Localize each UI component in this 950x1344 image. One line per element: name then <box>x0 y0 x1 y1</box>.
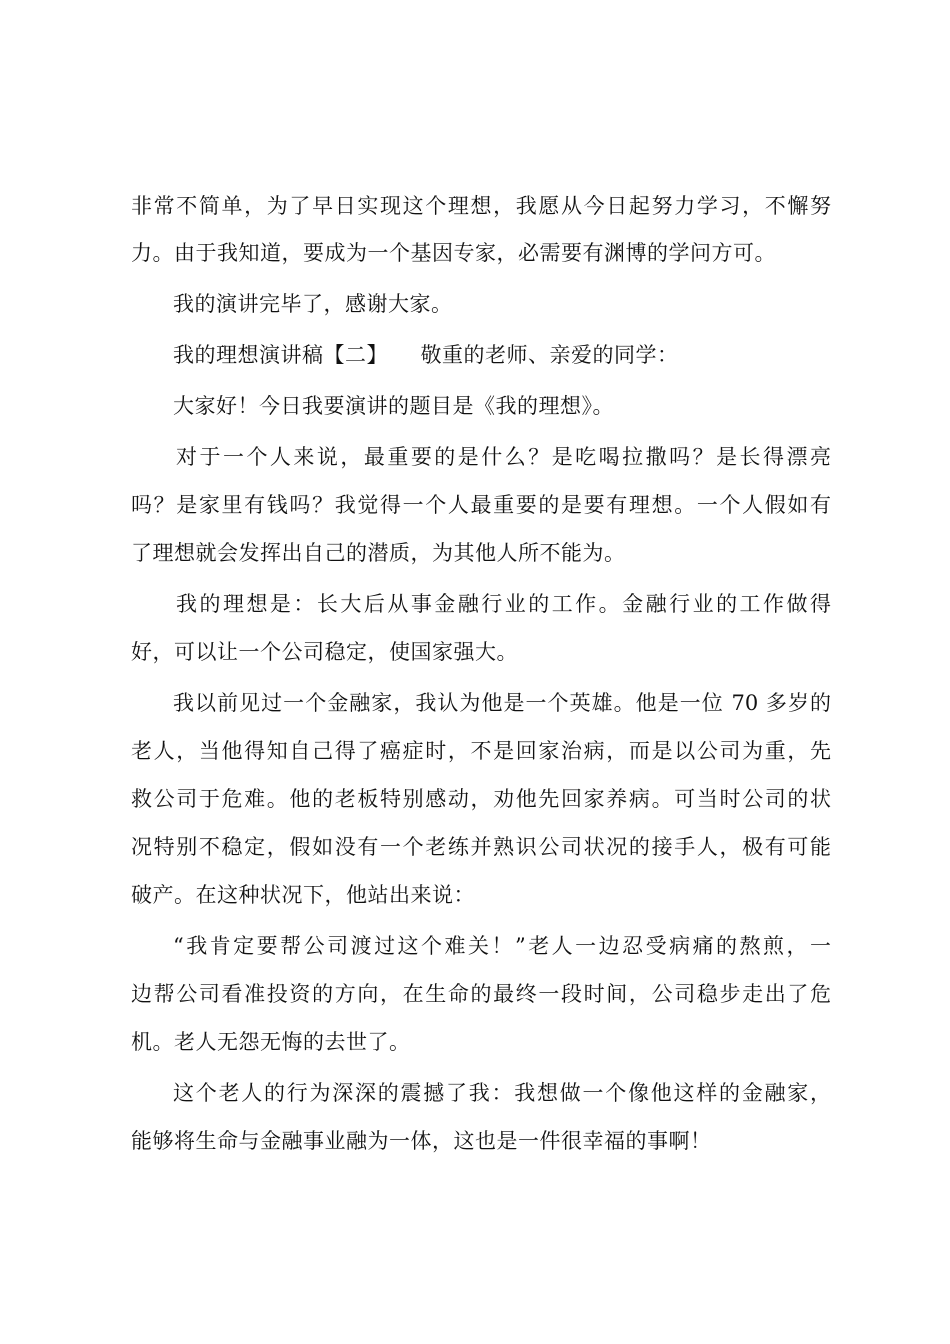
section-heading: 我的理想演讲稿【二】 敬重的老师、亲爱的同学： <box>173 343 679 367</box>
text-line: 我的演讲完毕了，感谢大家。 <box>173 292 453 316</box>
text-line: 对于一个人来说，最重要的是什么？是吃喝拉撒吗？是长得漂亮 <box>176 445 831 469</box>
text-line: 机。老人无怨无悔的去世了。 <box>131 1030 411 1054</box>
text-line: 非常不简单，为了早日实现这个理想，我愿从今日起努力学习，不懈努 <box>131 194 831 218</box>
text-line: 吗？是家里有钱吗？我觉得一个人最重要的是要有理想。一个人假如有 <box>131 493 831 517</box>
text-line: 力。由于我知道，要成为一个基因专家，必需要有渊博的学问方可。 <box>131 241 776 265</box>
text-line: 好，可以让一个公司稳定，使国家强大。 <box>131 640 518 664</box>
text-line: 了理想就会发挥出自己的潜质，为其他人所不能为。 <box>131 541 626 565</box>
text-line: 大家好！今日我要演讲的题目是《我的理想》。 <box>173 394 614 418</box>
text-line: 破产。在这种状况下，他站出来说： <box>131 883 475 907</box>
text-line: 老人，当他得知自己得了癌症时，不是回家治病，而是以公司为重，先 <box>131 739 831 763</box>
text-line: 我的理想是：长大后从事金融行业的工作。金融行业的工作做得 <box>176 592 831 616</box>
text-line: 能够将生命与金融事业融为一体，这也是一件很幸福的事啊！ <box>131 1129 712 1153</box>
text-line: 救公司于危难。他的老板特别感动，劝他先回家养病。可当时公司的状 <box>131 787 831 811</box>
text-line: 这个老人的行为深深的震撼了我：我想做一个像他这样的金融家， <box>173 1081 831 1105</box>
text-line: “我肯定要帮公司渡过这个难关！”老人一边忍受病痛的熬煎，一 <box>173 934 831 958</box>
text-line: 况特别不稳定，假如没有一个老练并熟识公司状况的接手人，极有可能 <box>131 835 831 859</box>
text-line: 边帮公司看准投资的方向，在生命的最终一段时间，公司稳步走出了危 <box>131 982 831 1006</box>
text-line: 我以前见过一个金融家，我认为他是一个英雄。他是一位 70 多岁的 <box>173 691 831 715</box>
